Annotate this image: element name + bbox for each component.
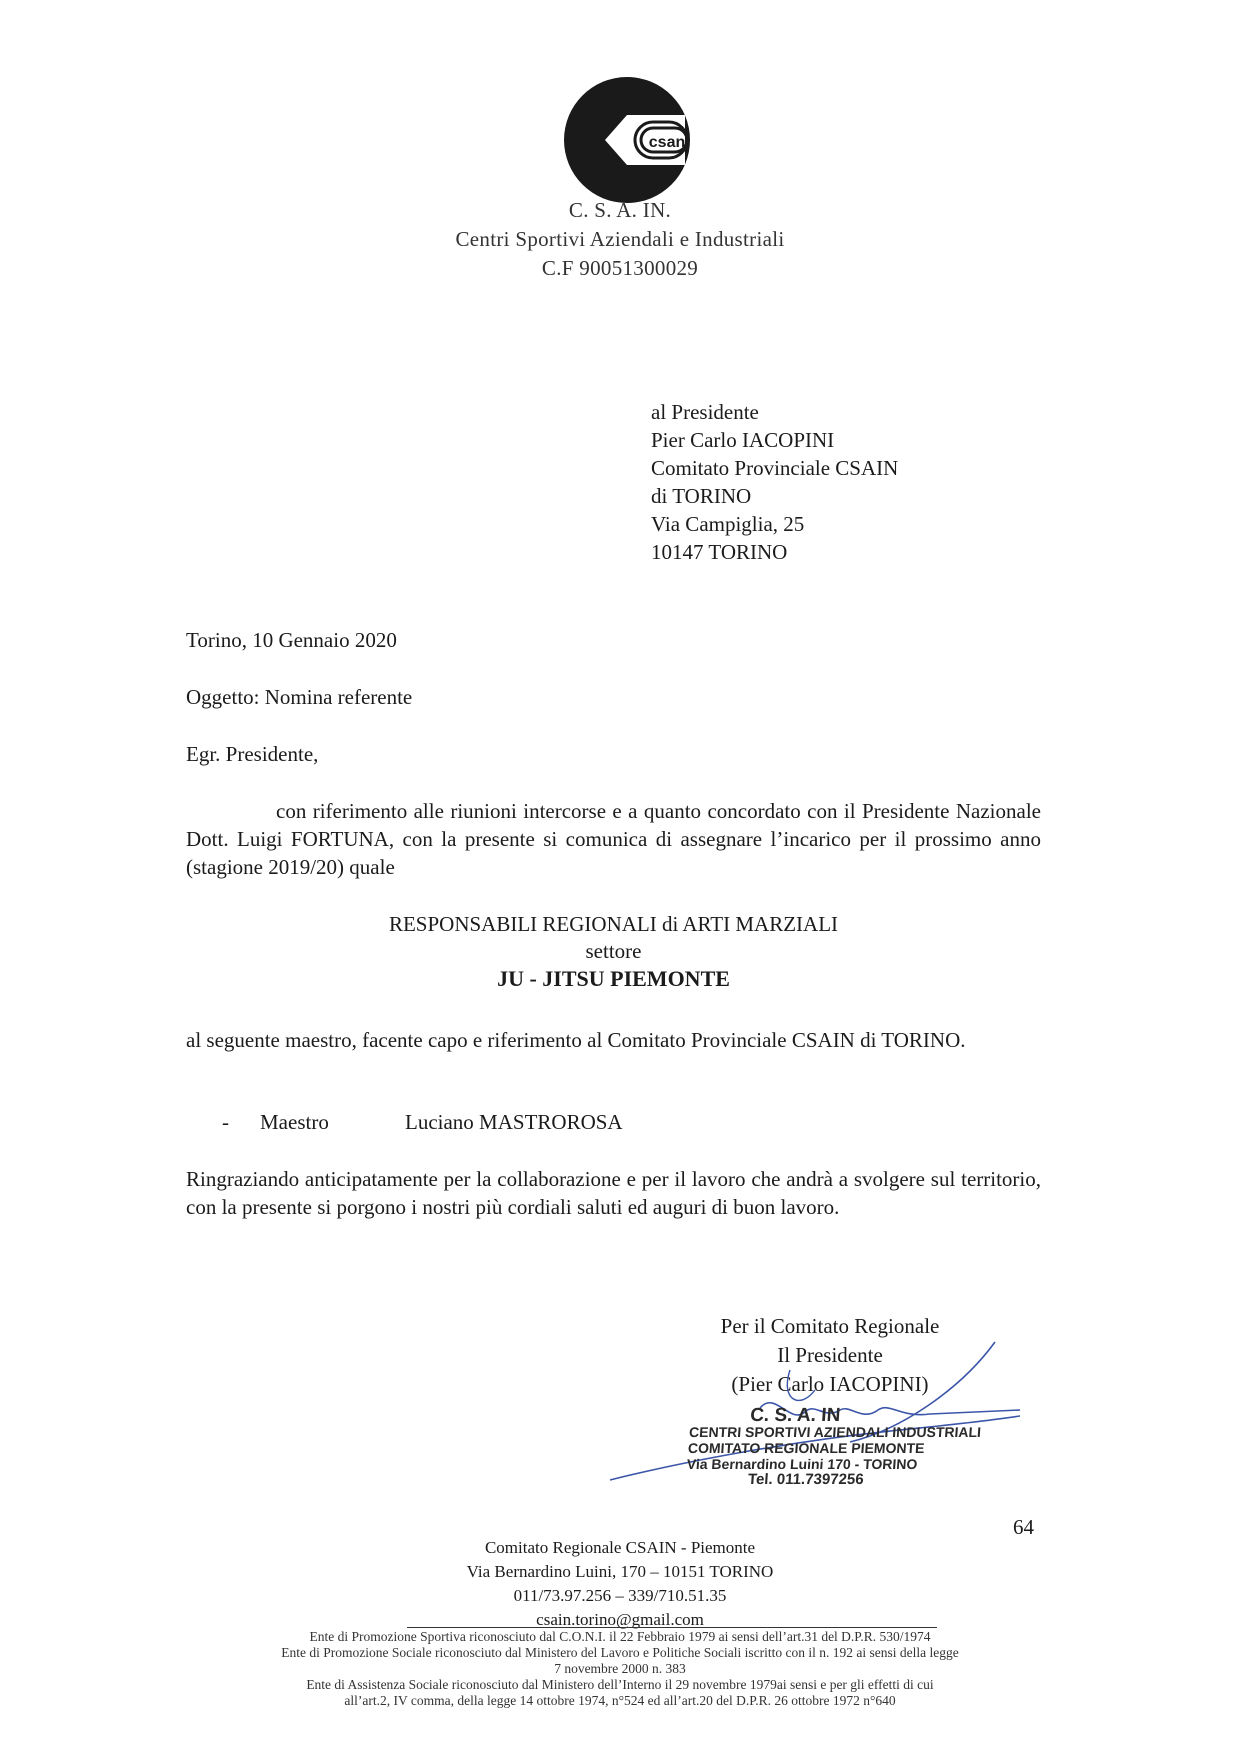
- paragraph-closing: Ringraziando anticipatamente per la collaborazione e per il lavoro che andrà a svolgere sul territorio, con la presente si porgono i nostri più cordiali saluti ed auguri di buon lavoro.: [186, 1167, 1041, 1219]
- paragraph-assignment: al seguente maestro, facente capo e riferimento al Comitato Provinciale CSAIN di TORINO.: [186, 1028, 966, 1052]
- footer-email: csain.torino@gmail.com: [536, 1610, 704, 1629]
- legal-line: all’art.2, IV comma, della legge 14 ottobre 1974, n°524 ed all’art.20 del D.P.R. 26 ottobre 1972 n°640: [344, 1693, 896, 1708]
- letter-greeting: Egr. Presidente,: [186, 742, 319, 766]
- stamp-title: C. S. A. IN: [749, 1405, 842, 1426]
- letterhead: [0, 196, 1240, 283]
- signature-line: Per il Comitato Regionale: [720, 1314, 940, 1338]
- stamp-line: COMITATO REGIONALE PIEMONTE: [687, 1440, 926, 1456]
- legal-line: 7 novembre 2000 n. 383: [554, 1661, 686, 1676]
- recipient-line: al Presidente: [651, 400, 759, 424]
- stamp-line: Via Bernardino Luini 170 - TORINO: [686, 1456, 918, 1472]
- footer-line: Via Bernardino Luini, 170 – 10151 TORINO: [466, 1562, 774, 1581]
- legal-line: Ente di Promozione Sociale riconosciuto dal Ministero del Lavoro e Politiche Sociali iscritto con il n. 192 ai sensi della legge: [281, 1645, 959, 1660]
- appointee-list-item: [222, 1110, 623, 1135]
- legal-notes: [0, 1629, 1240, 1709]
- recipient-line: di TORINO: [651, 484, 752, 508]
- letter-subject: Oggetto: Nomina referente: [186, 685, 413, 709]
- title-sector: JU - JITSU PIEMONTE: [497, 966, 730, 991]
- footer-divider: [407, 1627, 937, 1628]
- org-short-name: C. S. A. IN.: [568, 198, 672, 222]
- list-dash: -: [222, 1110, 229, 1134]
- appointee-role: Maestro: [260, 1110, 329, 1134]
- signature-line: (Pier Carlo IACOPINI): [731, 1372, 929, 1396]
- org-full-name: Centri Sportivi Aziendali e Industriali: [455, 227, 785, 251]
- footer-line: Comitato Regionale CSAIN - Piemonte: [484, 1538, 756, 1557]
- recipient-line: Comitato Provinciale CSAIN: [651, 456, 899, 480]
- stamp-phone: Tel. 011.7397256: [747, 1471, 865, 1488]
- logo-text: csan: [648, 134, 686, 151]
- page-number: 64: [1013, 1515, 1034, 1539]
- legal-line: Ente di Assistenza Sociale riconosciuto dal Ministero dell’Interno il 29 novembre 1979ai sensi e per gli effetti di cui: [306, 1677, 934, 1692]
- footer-line: 011/73.97.256 – 339/710.51.35: [513, 1586, 727, 1605]
- letter-date: Torino, 10 Gennaio 2020: [186, 628, 397, 652]
- csain-logo: [557, 75, 697, 205]
- appointee-name: Luciano MASTROROSA: [405, 1110, 623, 1134]
- recipient-line: 10147 TORINO: [651, 540, 788, 564]
- recipient-line: Via Campiglia, 25: [651, 512, 805, 536]
- legal-line: Ente di Promozione Sportiva riconosciuto dal C.O.N.I. il 22 Febbraio 1979 ai sensi dell’art.31 del D.P.R. 530/1974: [309, 1629, 931, 1644]
- title-line: settore: [585, 939, 642, 963]
- appointment-title: [186, 911, 1041, 992]
- stamp-line: CENTRI SPORTIVI AZIENDALI INDUSTRIALI: [688, 1424, 982, 1440]
- fiscal-code: C.F 90051300029: [541, 256, 699, 280]
- title-line: RESPONSABILI REGIONALI di ARTI MARZIALI: [388, 912, 839, 936]
- official-stamp: [685, 1405, 983, 1488]
- signature-line: Il Presidente: [777, 1343, 883, 1367]
- footer-contact: [0, 1536, 1240, 1632]
- recipient-address: [651, 398, 898, 566]
- paragraph-intro: con riferimento alle riunioni intercorse e a quanto concordato con il Presidente Nazionale Dott. Luigi FORTUNA, con la presente si comunica di assegnare l’incarico per il prossimo anno (stagione 2019/20) quale: [186, 799, 1041, 879]
- recipient-line: Pier Carlo IACOPINI: [651, 428, 835, 452]
